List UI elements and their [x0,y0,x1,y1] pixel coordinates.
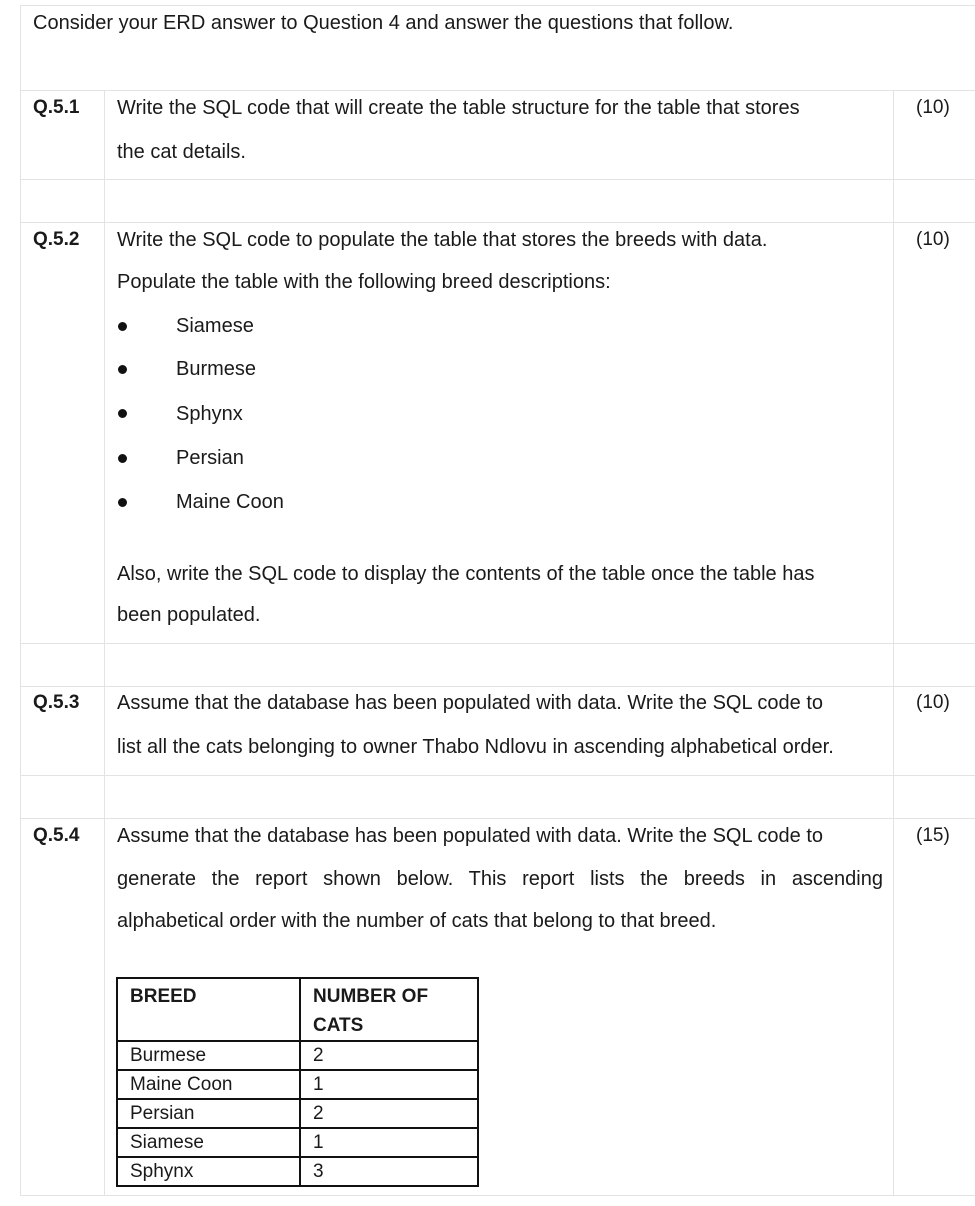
question-text: the cat details. [117,141,246,163]
table-row [117,1070,478,1099]
bullet-icon [118,498,127,507]
question-text: Populate the table with the following breed descriptions: [117,271,611,293]
breed-list-item: Persian [176,447,244,469]
bullet-icon [118,365,127,374]
question-text: Also, write the SQL code to display the contents of the table once the table has [117,563,815,585]
grid-line [20,686,975,687]
question-text: Assume that the database has been populated with data. Write the SQL code to [117,825,824,847]
grid-line [20,179,975,180]
table-row [117,1099,478,1128]
breed-list-item: Maine Coon [176,491,284,513]
question-number: Q.5.1 [33,97,80,118]
bullet-icon [118,322,127,331]
breed-cell: Burmese [117,1041,300,1070]
breed-cell: Persian [117,1099,300,1128]
column-header-number-of-cats: NUMBER OF CATS [300,978,478,1041]
table-row [117,1041,478,1070]
breed-cell: Siamese [117,1128,300,1157]
breed-cell: Maine Coon [117,1070,300,1099]
grid-line [20,1195,975,1196]
table-row [117,1128,478,1157]
marks-label: (10) [916,692,950,713]
intro-text: Consider your ERD answer to Question 4 and answer the questions that follow. [33,12,734,34]
question-text: been populated. [117,604,261,626]
breed-list-item: Burmese [176,358,257,380]
grid-line [893,90,894,1196]
breed-list-item: Siamese [176,315,254,337]
breed-report-table [116,977,479,1187]
grid-line [20,775,975,776]
grid-line [20,818,975,819]
table-header-row [117,978,478,1041]
question-number: Q.5.4 [33,825,80,846]
count-cell: 1 [300,1070,478,1099]
breed-cell: Sphynx [117,1157,300,1186]
question-number: Q.5.2 [33,229,80,250]
question-number: Q.5.3 [33,692,80,713]
marks-label: (10) [916,97,950,118]
question-text: list all the cats belonging to owner Thabo Ndlovu in ascending alphabetical order. [117,736,834,758]
count-cell: 1 [300,1128,478,1157]
question-text: Write the SQL code that will create the table structure for the table that stores [117,97,800,119]
question-text: alphabetical order with the number of cats that belong to that breed. [117,910,717,932]
table-row [117,1157,478,1186]
grid-line [20,5,975,6]
marks-label: (15) [916,825,950,846]
breed-list-item: Sphynx [176,403,243,425]
column-header-breed: BREED [117,978,300,1041]
question-text: Assume that the database has been populated with data. Write the SQL code to [117,692,824,714]
grid-line [20,5,21,1196]
grid-line [20,643,975,644]
question-text: generate the report shown below. This report lists the breeds in ascending [117,868,883,890]
grid-line [20,222,975,223]
question-text: Write the SQL code to populate the table that stores the breeds with data. [117,229,768,251]
marks-label: (10) [916,229,950,250]
bullet-icon [118,454,127,463]
count-cell: 2 [300,1099,478,1128]
grid-line [20,90,975,91]
count-cell: 3 [300,1157,478,1186]
grid-line [104,90,105,1196]
count-cell: 2 [300,1041,478,1070]
bullet-icon [118,409,127,418]
